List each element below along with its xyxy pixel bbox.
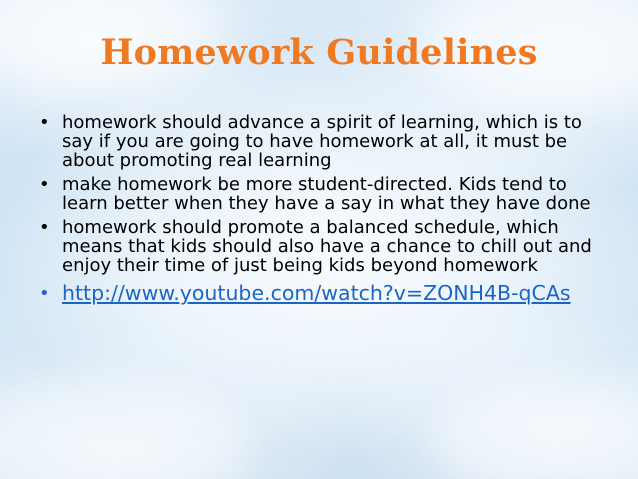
list-item	[36, 218, 616, 275]
background-cloud	[0, 380, 250, 479]
bullet-list	[36, 113, 616, 312]
list-item	[36, 175, 616, 213]
slide-title: Homework Guidelines	[100, 32, 538, 73]
list-item	[36, 113, 616, 170]
background-cloud	[430, 380, 638, 479]
bullet-text: make homework be more student-directed. Kids tend to learn better when they have a say in what they have done	[62, 174, 591, 214]
bullet-icon: •	[39, 217, 50, 238]
bullet-text: homework should promote a balanced schedule, which means that kids should also have a chance to chill out and enjoy their time of just being kids beyond homework	[62, 217, 592, 276]
bullet-icon: •	[39, 283, 50, 304]
bullet-icon: •	[39, 174, 50, 195]
bullet-icon: •	[39, 112, 50, 133]
list-item-link	[36, 280, 616, 307]
youtube-link[interactable]: http://www.youtube.com/watch?v=ZONH4B-qCAs	[62, 281, 571, 305]
bullet-text: homework should advance a spirit of learning, which is to say if you are going to have homework at all, it must be about promoting real learning	[62, 112, 582, 171]
